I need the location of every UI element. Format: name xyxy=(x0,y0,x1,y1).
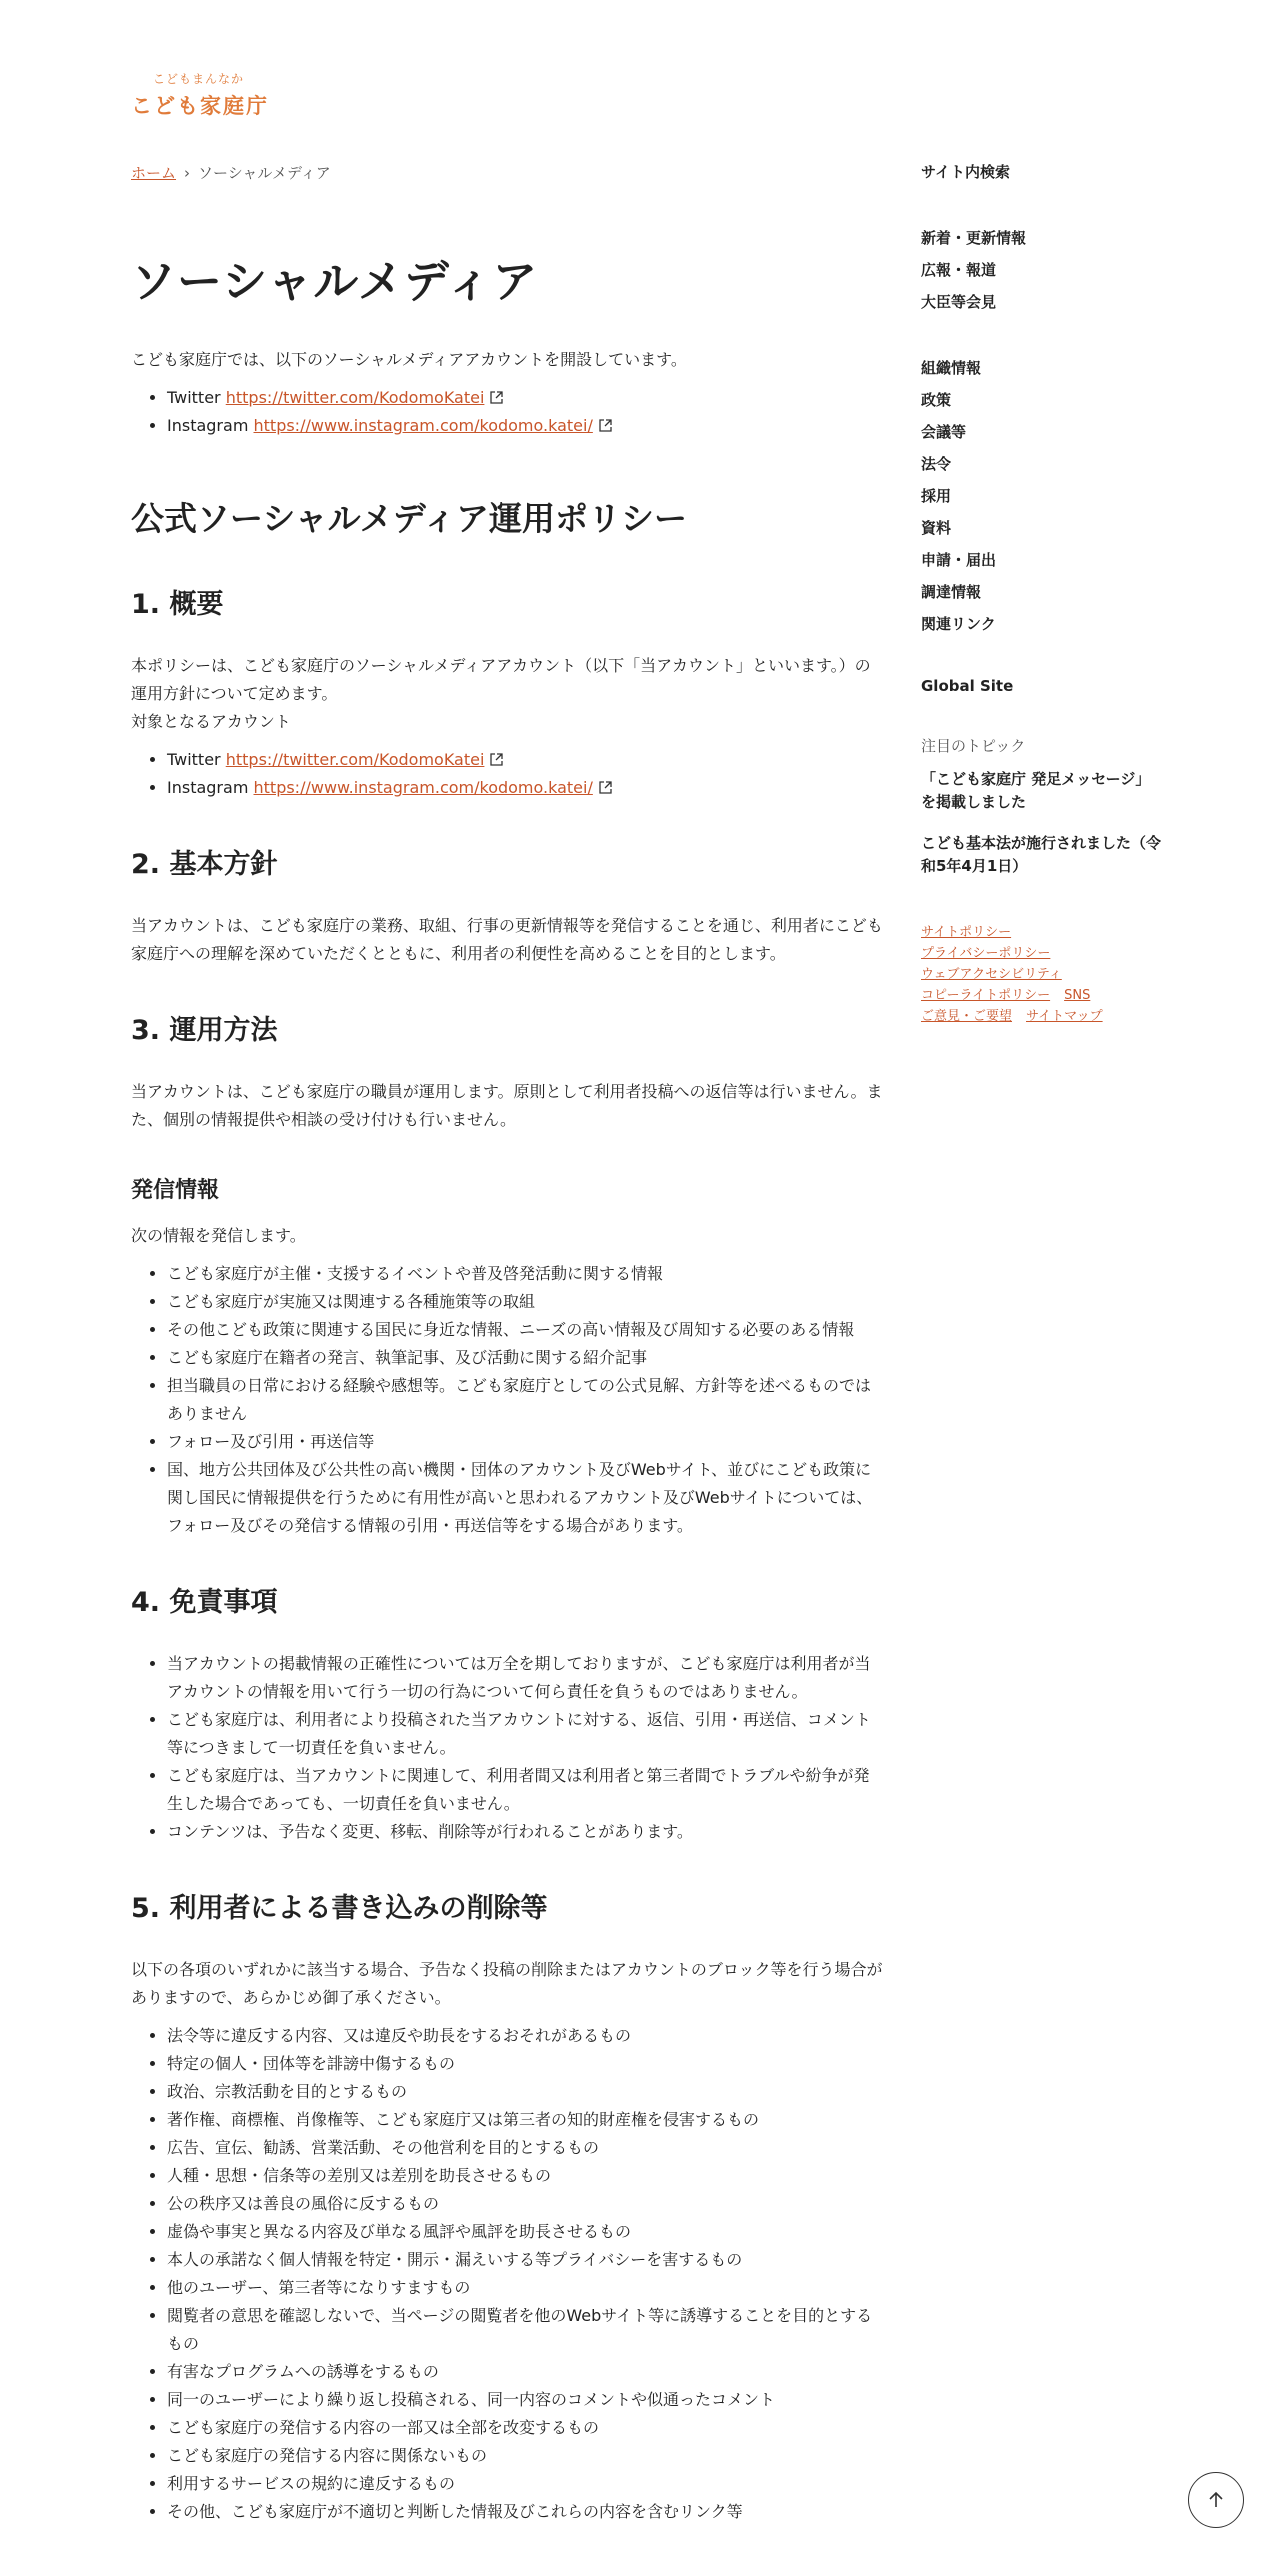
footer-link-feedback[interactable]: ご意見・ご要望 xyxy=(921,1009,1013,1024)
list-item: • 同一のユーザーにより繰り返し投稿される、同一内容のコメントや似通ったコメント xyxy=(167,2386,883,2414)
list-item: • コンテンツは、予告なく変更、移転、削除等が行われることがあります。 xyxy=(167,1818,883,1846)
list-item: • 特定の個人・団体等を誹謗中傷するもの xyxy=(167,2050,883,2078)
breadcrumb-current: ソーシャルメディア xyxy=(198,164,331,182)
arrow-up-icon xyxy=(1206,2490,1226,2510)
site-search-button[interactable]: サイト内検索 xyxy=(921,163,1010,181)
sidebar-nav-secondary xyxy=(921,352,1161,640)
list-item: • こども家庭庁の発信する内容の一部又は全部を改変するもの xyxy=(167,2414,883,2442)
section-3-subtitle: 発信情報 xyxy=(131,1178,220,1203)
instagram-link[interactable]: https://www.instagram.com/kodomo.katei/ xyxy=(253,416,593,435)
list-item xyxy=(167,412,883,440)
list-item: • 虚偽や事実と異なる内容及び単なる風評や風評を助長させるもの xyxy=(167,2218,883,2246)
main-content xyxy=(131,250,883,2536)
list-item: • 他のユーザー、第三者等になりすますもの xyxy=(167,2274,883,2302)
list-item: • 本人の承諾なく個人情報を特定・開示・漏えいする等プライバシーを害するもの xyxy=(167,2246,883,2274)
topic-link[interactable]: こども基本法が施行されました（令和5年4月1日） xyxy=(921,834,1162,875)
twitter-link[interactable]: https://twitter.com/KodomoKatei xyxy=(225,750,485,769)
list-item: • こども家庭庁在籍者の発言、執筆記事、及び活動に関する紹介記事 xyxy=(167,1344,883,1372)
section-4-list xyxy=(131,1650,883,1846)
sidebar-item-press[interactable]: 広報・報道 xyxy=(921,261,997,279)
sidebar-item-organization[interactable]: 組織情報 xyxy=(921,359,982,377)
footer-link-accessibility[interactable]: ウェブアクセシビリティ xyxy=(921,967,1062,982)
section-2-title: 2. 基本方針 xyxy=(131,849,278,880)
section-3-title: 3. 運用方法 xyxy=(131,1015,278,1046)
breadcrumb xyxy=(131,162,331,183)
list-item: • 閲覧者の意思を確認しないで、当ページの閲覧者を他のWebサイト等に誘導することを目的とするもの xyxy=(167,2302,883,2358)
sidebar-item-applications[interactable]: 申請・届出 xyxy=(921,551,997,569)
back-to-top-button[interactable] xyxy=(1188,2472,1244,2528)
page-title: ソーシャルメディア xyxy=(131,255,539,308)
breadcrumb-home-link[interactable]: ホーム xyxy=(131,164,177,182)
sidebar-item-policy[interactable]: 政策 xyxy=(921,391,952,409)
account-label: Twitter xyxy=(167,388,221,407)
external-link-icon xyxy=(599,419,612,432)
footer-link-copyright-policy[interactable]: コピーライトポリシー xyxy=(921,988,1051,1003)
sidebar-item-meetings[interactable]: 会議等 xyxy=(921,423,967,441)
logo-title: こども家庭庁 xyxy=(131,94,269,118)
list-item: • こども家庭庁は、当アカウントに関連して、利用者間又は利用者と第三者間でトラブルや紛争が発生した場合であっても、一切責任を負いません。 xyxy=(167,1762,883,1818)
footer-link-site-policy[interactable]: サイトポリシー xyxy=(921,925,1012,940)
list-item: • 担当職員の日常における経験や感想等。こども家庭庁としての公式見解、方針等を述べるものではありません xyxy=(167,1372,883,1428)
list-item: • 著作権、商標権、肖像権等、こども家庭庁又は第三者の知的財産権を侵害するもの xyxy=(167,2106,883,2134)
list-item: • こども家庭庁の発信する内容に関係ないもの xyxy=(167,2442,883,2470)
external-link-icon xyxy=(490,391,503,404)
list-item: • フォロー及び引用・再送信等 xyxy=(167,1428,883,1456)
account-label: Instagram xyxy=(167,778,249,797)
sidebar xyxy=(921,160,1161,1027)
sidebar-item-procurement[interactable]: 調達情報 xyxy=(921,583,982,601)
footer-link-sns[interactable]: SNS xyxy=(1064,988,1091,1003)
sidebar-item-laws[interactable]: 法令 xyxy=(921,455,952,473)
list-item xyxy=(167,384,883,412)
list-item: • 人種・思想・信条等の差別又は差別を助長させるもの xyxy=(167,2162,883,2190)
section-3-list xyxy=(131,1260,883,1540)
section-5-list xyxy=(131,2022,883,2526)
topic-link[interactable]: 「こども家庭庁 発足メッセージ」を掲載しました xyxy=(921,770,1151,811)
list-item: • 利用するサービスの規約に違反するもの xyxy=(167,2470,883,2498)
external-link-icon xyxy=(599,781,612,794)
external-link-icon xyxy=(490,753,503,766)
list-item: • 法令等に違反する内容、又は違反や助長をするおそれがあるもの xyxy=(167,2022,883,2050)
list-item xyxy=(167,774,883,802)
section-5-text: 以下の各項のいずれかに該当する場合、予告なく投稿の削除またはアカウントのブロック等を行う場合がありますので、あらかじめ御了承ください。 xyxy=(131,1960,883,2007)
list-item: • その他こども政策に関連する国民に身近な情報、ニーズの高い情報及び周知する必要のある情報 xyxy=(167,1316,883,1344)
section-5-title: 5. 利用者による書き込みの削除等 xyxy=(131,1893,548,1924)
account-list xyxy=(131,384,883,440)
section-3-text: 当アカウントは、こども家庭庁の職員が運用します。原則として利用者投稿への返信等は行いません。また、個別の情報提供や相談の受け付けも行いません。 xyxy=(131,1082,883,1129)
list-item: • 公の秩序又は善良の風俗に反するもの xyxy=(167,2190,883,2218)
footer-link-sitemap[interactable]: サイトマップ xyxy=(1026,1009,1103,1024)
list-item: • こども家庭庁が主催・支援するイベントや普及啓発活動に関する情報 xyxy=(167,1260,883,1288)
list-item: • 国、地方公共団体及び公共性の高い機関・団体のアカウント及びWebサイト、並びにこども政策に関し国民に情報提供を行うために有用性が高いと思われるアカウント及びWebサイトについては、フォロー及びその発信する情報の引用・再送信等をする場合があります。 xyxy=(167,1456,883,1540)
global-site-link[interactable]: Global Site xyxy=(921,677,1014,695)
sidebar-item-news[interactable]: 新着・更新情報 xyxy=(921,229,1027,247)
footer-link-privacy-policy[interactable]: プライバシーポリシー xyxy=(921,946,1051,961)
footer-links xyxy=(921,922,1161,1027)
section-2-text: 当アカウントは、こども家庭庁の業務、取組、行事の更新情報等を発信することを通じ、利用者にこども家庭庁への理解を深めていただくとともに、利用者の利便性を高めることを目的とします。 xyxy=(131,916,883,963)
section-1-title: 1. 概要 xyxy=(131,589,224,620)
list-item: • 有害なプログラムへの誘導をするもの xyxy=(167,2358,883,2386)
section-3-subtext: 次の情報を発信します。 xyxy=(131,1226,306,1245)
topics-heading: 注目のトピック xyxy=(921,737,1026,755)
list-item: • こども家庭庁は、利用者により投稿された当アカウントに対する、返信、引用・再送信、コメント等につきまして一切責任を負いません。 xyxy=(167,1706,883,1762)
section-1-text: 本ポリシーは、こども家庭庁のソーシャルメディアアカウント（以下「当アカウント」といいます。）の運用方針について定めます。 対象となるアカウント xyxy=(131,656,871,731)
sidebar-nav-primary xyxy=(921,222,1161,318)
account-label: Twitter xyxy=(167,750,221,769)
sidebar-item-press-conference[interactable]: 大臣等会見 xyxy=(921,293,997,311)
list-item: • 政治、宗教活動を目的とするもの xyxy=(167,2078,883,2106)
twitter-link[interactable]: https://twitter.com/KodomoKatei xyxy=(225,388,485,407)
policy-title: 公式ソーシャルメディア運用ポリシー xyxy=(131,499,688,538)
sidebar-item-recruitment[interactable]: 採用 xyxy=(921,487,952,505)
list-item: • 当アカウントの掲載情報の正確性については万全を期しておりますが、こども家庭庁は利用者が当アカウントの情報を用いて行う一切の行為について何ら責任を負うものではありません。 xyxy=(167,1650,883,1706)
chevron-right-icon: › xyxy=(184,164,191,182)
instagram-link[interactable]: https://www.instagram.com/kodomo.katei/ xyxy=(253,778,593,797)
sidebar-item-links[interactable]: 関連リンク xyxy=(921,615,996,633)
list-item: • こども家庭庁が実施又は関連する各種施策等の取組 xyxy=(167,1288,883,1316)
list-item: • 広告、宣伝、勧誘、営業活動、その他営利を目的とするもの xyxy=(167,2134,883,2162)
logo-tagline: こどもまんなか xyxy=(153,72,245,86)
account-label: Instagram xyxy=(167,416,249,435)
intro-text: こども家庭庁では、以下のソーシャルメディアアカウントを開設しています。 xyxy=(131,350,687,369)
section-4-title: 4. 免責事項 xyxy=(131,1587,278,1618)
sidebar-item-documents[interactable]: 資料 xyxy=(921,519,952,537)
list-item xyxy=(167,746,883,774)
list-item: • その他、こども家庭庁が不適切と判断した情報及びこれらの内容を含むリンク等 xyxy=(167,2498,883,2526)
site-logo[interactable] xyxy=(131,70,281,122)
section-1-account-list xyxy=(131,746,883,802)
